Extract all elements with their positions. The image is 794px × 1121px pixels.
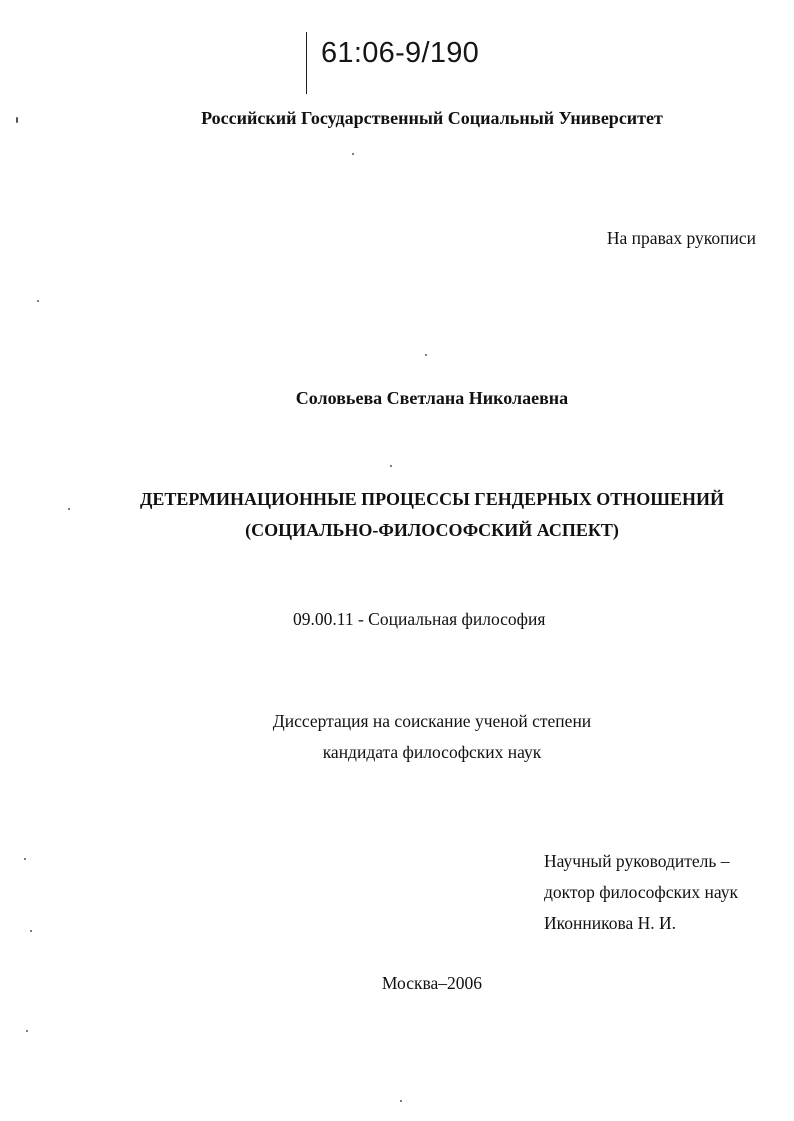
scan-speck [425,354,427,356]
scan-speck [352,153,354,155]
scan-speck [16,117,18,123]
city-year: Москва–2006 [381,973,483,993]
degree-line-1: Диссертация на соискание ученой степени [272,711,592,731]
university-name: Российский Государственный Социальный Университет [201,108,663,128]
scan-speck [26,1030,28,1032]
rights-notice: На правах рукописи [606,228,756,248]
supervisor-block [544,846,738,939]
author-name: Соловьева Светлана Николаевна [295,388,569,408]
title-line-2: (СОЦИАЛЬНО-ФИЛОСОФСКИЙ АСПЕКТ) [245,520,619,540]
dissertation-title [0,484,794,546]
degree-line-2: кандидата философских наук [322,742,542,762]
supervisor-line-3: Иконникова Н. И. [544,913,677,933]
specialty-code: 09.00.11 - Социальная философия [293,609,546,629]
scan-speck [24,858,26,860]
scan-speck [68,508,70,510]
scan-speck [400,1100,402,1102]
degree-statement [0,706,794,768]
scan-speck [390,465,392,467]
scan-speck [37,300,39,302]
title-line-1: ДЕТЕРМИНАЦИОННЫЕ ПРОЦЕССЫ ГЕНДЕРНЫХ ОТНОШЕНИЙ [139,489,725,509]
supervisor-line-2: доктор философских наук [544,882,738,902]
library-stamp-code: 61:06-9/190 [306,32,479,94]
supervisor-line-1: Научный руководитель – [544,851,730,871]
scan-speck [30,930,32,932]
